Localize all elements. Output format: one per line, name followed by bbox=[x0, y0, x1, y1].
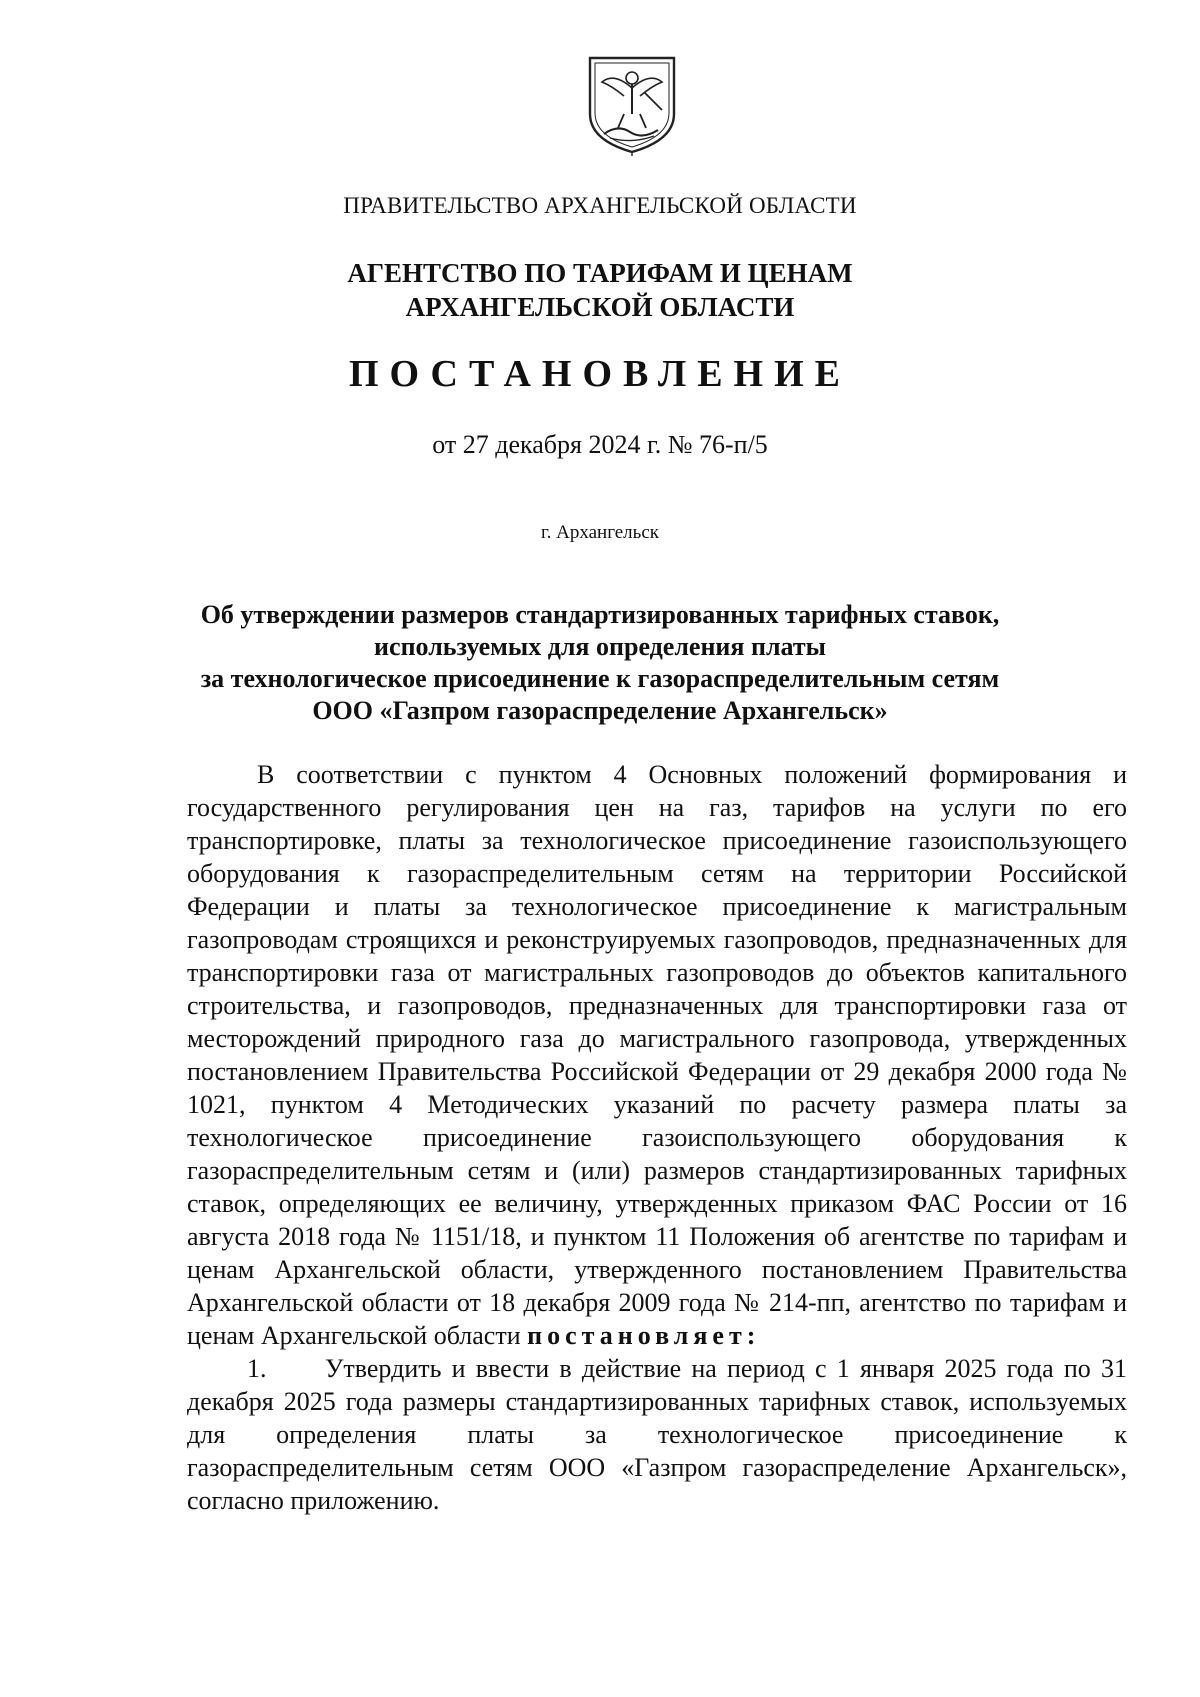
preamble-text: В соответствии с пунктом 4 Основных положений формирования и государственного регулирования цен на газ, тарифов на услуги по его транспортировке, платы за технологическое присоединение газоиспользующего оборудования к газораспределительным сетям на территории Российской Федерации и платы за технологическое присоединение к магистральным газопроводам строящихся и реконструируемых газопроводов, предназначенных для транспортировки газа от магистральных газопроводов до объектов капитального строительства, и газопроводов, предназначенных для транспортировки газа от месторождений природного газа до магистрального газопровода, утвержденных постановлением Правительства Российской Федерации от 29 декабря 2000 года № 1021, пунктом 4 Методических указаний по расчету размера платы за технологическое присоединение газоиспользующего оборудования к газораспределительным сетям и (или) размеров стандартизированных тарифных ставок, определяющих ее величину, утвержденных приказом ФАС России от 16 августа 2018 года № 1151/18, и пунктом 11 Положения об агентстве по тарифам и ценам Архангельской области, утвержденного постановлением Правительства Архангельской области от 18 декабря 2009 года № 214-пп, агентство по тарифам и ценам Архангельской области bbox=[187, 760, 1127, 1350]
document-type: ПОСТАНОВЛЕНИЕ bbox=[348, 353, 852, 395]
subject-line-4: ООО «Газпром газораспределение Архангельск» bbox=[312, 696, 888, 725]
item-1-number: 1. bbox=[247, 1354, 267, 1383]
government-title: ПРАВИТЕЛЬСТВО АРХАНГЕЛЬСКОЙ ОБЛАСТИ bbox=[343, 193, 857, 218]
agency-title-line-2: АРХАНГЕЛЬСКОЙ ОБЛАСТИ bbox=[405, 292, 795, 322]
subject-line-3: за технологическое присоединение к газораспределительным сетям bbox=[200, 664, 1000, 693]
preamble-paragraph bbox=[187, 758, 1127, 1352]
agency-title bbox=[0, 256, 1200, 324]
document-body bbox=[187, 758, 1127, 1517]
item-1-paragraph bbox=[187, 1352, 1127, 1517]
date-and-number: от 27 декабря 2024 г. № 76-п/5 bbox=[432, 430, 768, 459]
resolves-word: постановляет: bbox=[527, 1321, 761, 1350]
city: г. Архангельск bbox=[540, 522, 659, 543]
subject-line-2: используемых для определения платы bbox=[374, 632, 826, 661]
subject-line-1: Об утверждении размеров стандартизированных тарифных ставок, bbox=[200, 600, 1000, 629]
document-subject bbox=[0, 599, 1200, 727]
agency-title-line-1: АГЕНТСТВО ПО ТАРИФАМ И ЦЕНАМ bbox=[347, 258, 853, 288]
item-1-text: Утвердить и ввести в действие на период с 1 января 2025 года по 31 декабря 2025 года размеры стандартизированных тарифных ставок, используемых для определения платы за технологическое присоединение к газораспределительным сетям ООО «Газпром газораспределение Архангельск», согласно приложению. bbox=[187, 1354, 1127, 1515]
coat-of-arms-icon bbox=[580, 52, 684, 156]
